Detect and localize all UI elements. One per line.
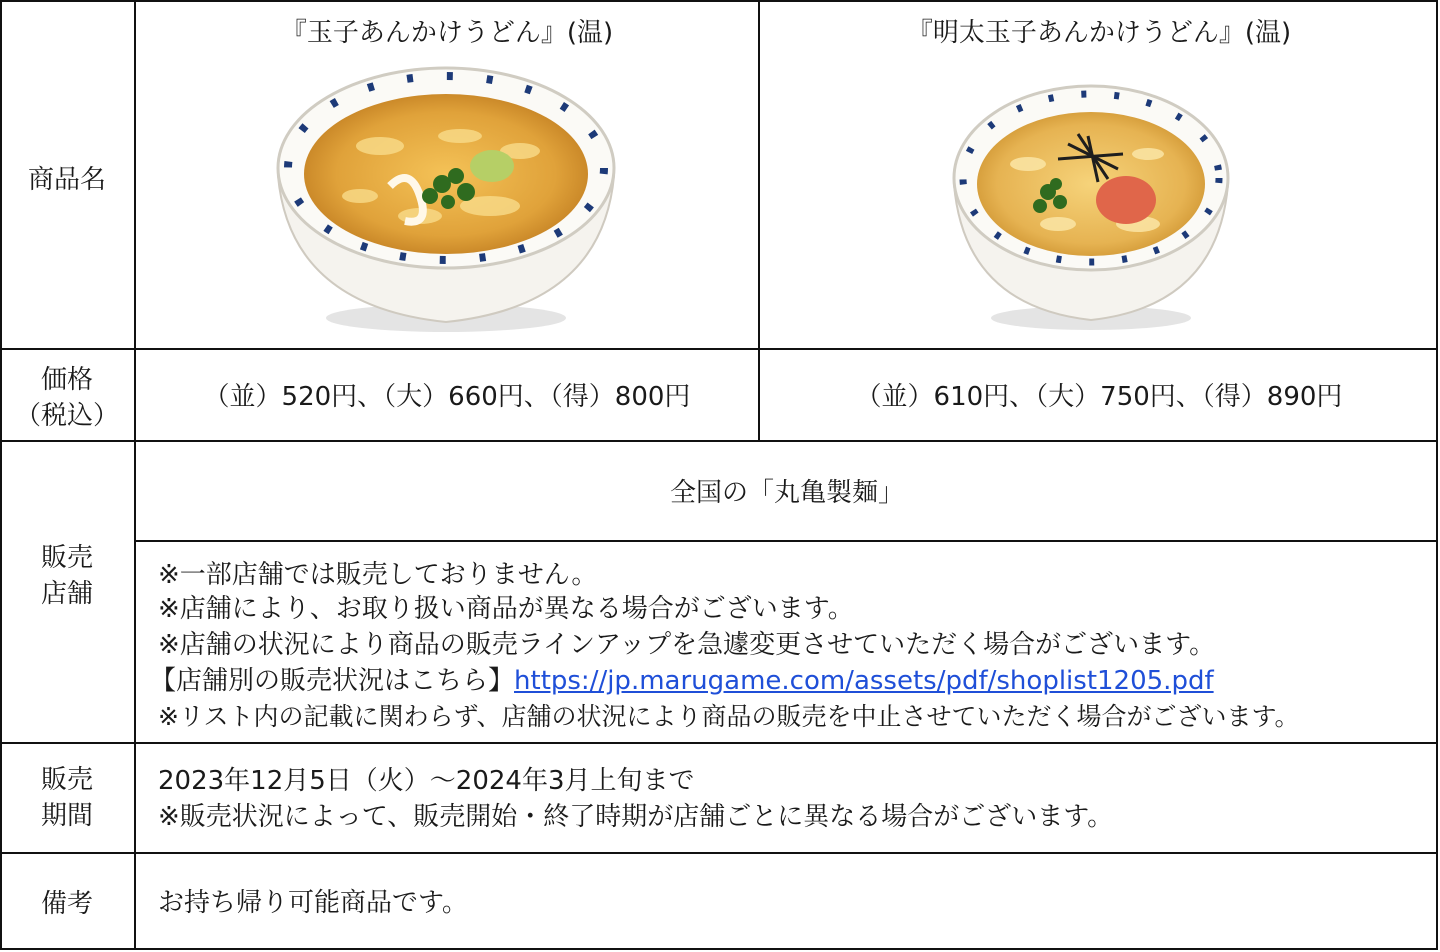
udon-bowl-image-1 (270, 56, 622, 340)
row-label-store-line2: 店舗 (40, 579, 93, 609)
row-label-period-line2: 期間 (40, 801, 93, 831)
sales-period-dates: 2023年12月5日（火）～2024年3月上旬まで (158, 766, 695, 796)
row-divider (0, 852, 1438, 854)
row-divider (0, 348, 1438, 350)
row-label-product: 商品名 (27, 165, 106, 195)
row-label-store (0, 540, 134, 612)
store-note: ※一部店舗では販売しておりません。 (158, 560, 598, 590)
product-name-1: 『玉子あんかけうどん』(温) (280, 18, 614, 48)
store-note: ※店舗により、お取り扱い商品が異なる場合がございます。 (158, 594, 854, 624)
store-last-note: ※リスト内の記載に関わらず、店舗の状況により商品の販売を中止させていただく場合がございます。 (158, 702, 1300, 731)
column-divider (134, 0, 136, 950)
row-label-price-line2: （税込） (14, 401, 119, 431)
product-price-2: （並）610円、（大）750円、（得）890円 (855, 382, 1343, 412)
store-link-prefix: 【店舗別の販売状況はこちら】 (150, 666, 515, 696)
row-label-notes: 備考 (40, 889, 93, 919)
product-price-1: （並）520円、（大）660円、（得）800円 (203, 382, 691, 412)
sales-period-note: ※販売状況によって、販売開始・終了時期が店舗ごとに異なる場合がございます。 (158, 802, 1114, 832)
shoplist-pdf-link[interactable]: https://jp.marugame.com/assets/pdf/shoplist1205.pdf (514, 666, 1214, 696)
row-label-store-line1: 販売 (40, 543, 93, 573)
row-label-price-line1: 価格 (40, 365, 93, 395)
row-label-period (0, 762, 134, 834)
row-label-period-line1: 販売 (40, 765, 93, 795)
udon-bowl-image-2 (948, 74, 1234, 336)
remarks-text: お持ち帰り可能商品です。 (158, 888, 468, 918)
row-label-price (0, 362, 134, 434)
product-name-2: 『明太玉子あんかけうどん』(温) (906, 18, 1292, 48)
row-divider (0, 742, 1438, 744)
store-note: ※店舗の状況により商品の販売ラインアップを急遽変更させていただく場合がございます。 (158, 630, 1216, 660)
store-headline: 全国の「丸亀製麺」 (669, 478, 904, 508)
store-link-line (150, 664, 1214, 698)
row-divider (136, 540, 1438, 542)
column-divider (758, 0, 760, 442)
row-divider (0, 440, 1438, 442)
